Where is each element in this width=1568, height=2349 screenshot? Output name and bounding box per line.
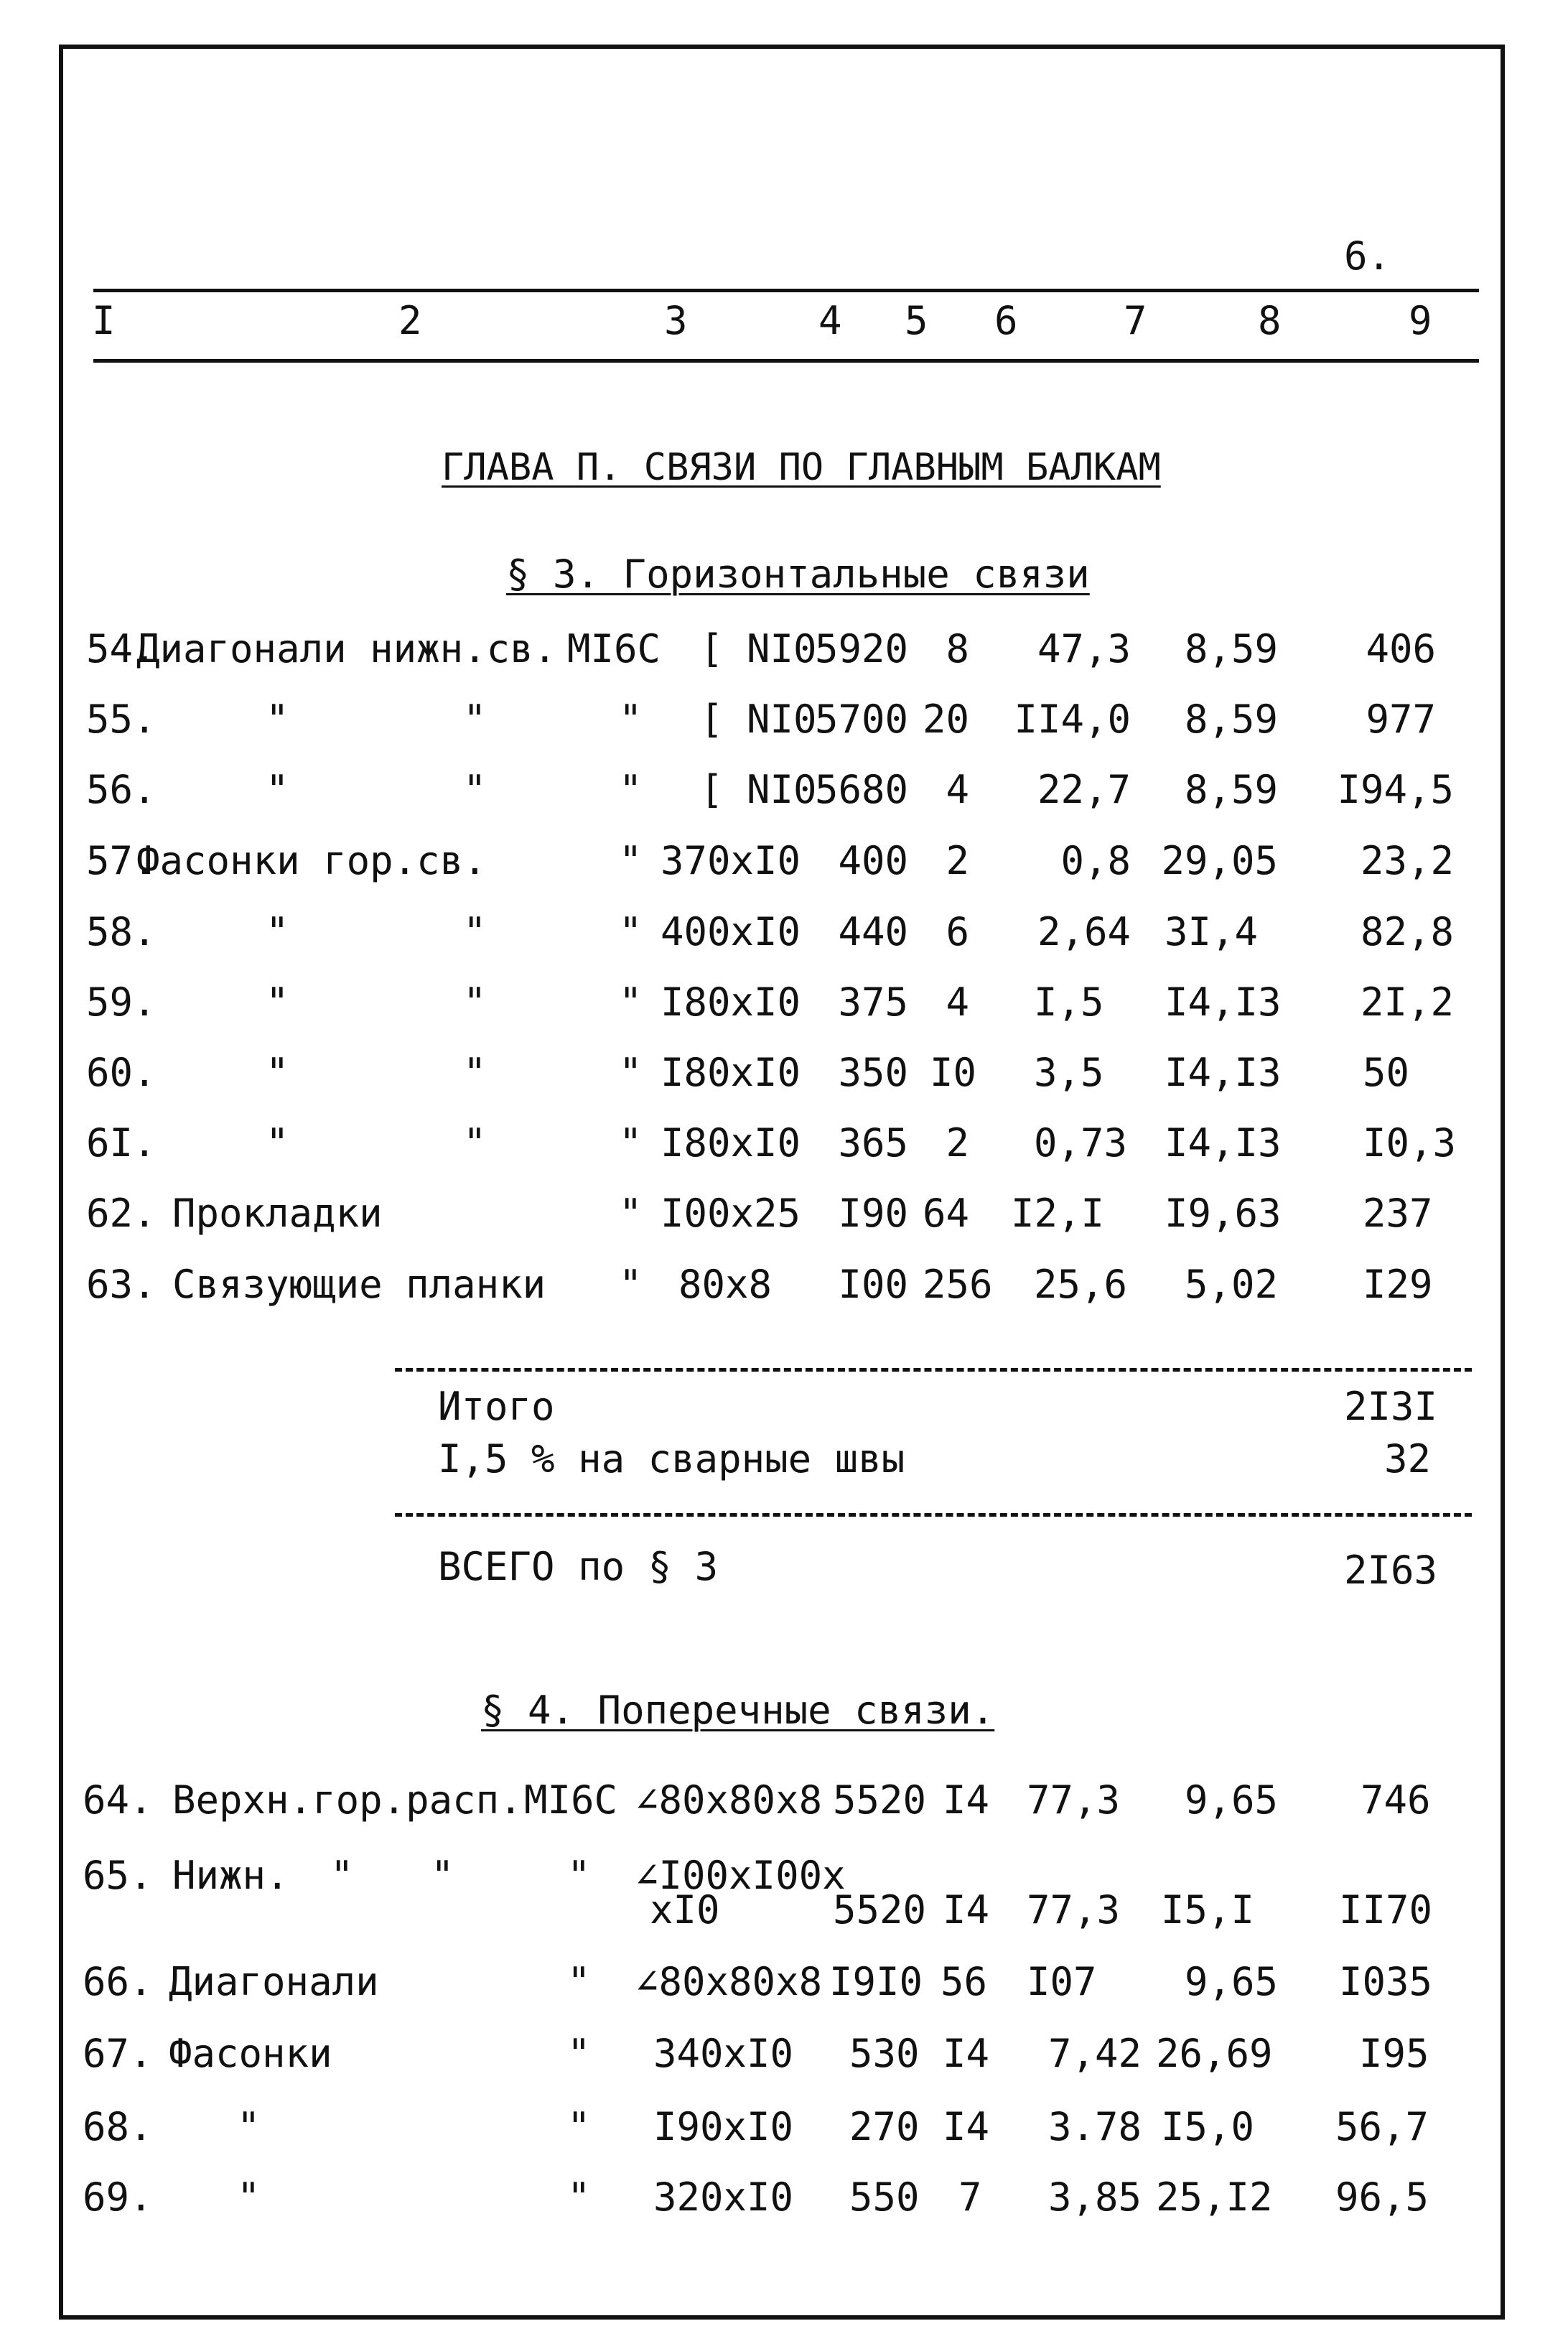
steel-mark: " (619, 1262, 643, 1307)
quantity-value: 4 (946, 767, 969, 812)
quantity-value: 256 (923, 1262, 993, 1307)
mass-value: 2,64 (1037, 909, 1131, 954)
total-mass-value: 56,7 (1335, 2104, 1429, 2149)
profile: 370xI0 (661, 838, 801, 883)
ditto-mark: " (266, 909, 289, 954)
row-number: 58. (86, 909, 157, 954)
profile: 340xI0 (653, 2031, 794, 2076)
unit-mass-value: 9,65 (1185, 1777, 1279, 1823)
mass-value: 7,42 (1048, 2031, 1142, 2076)
unit-mass-value: I4,I3 (1165, 1050, 1282, 1095)
mass-value: 22,7 (1037, 767, 1131, 812)
total-value: 2I3I (1344, 1384, 1438, 1429)
length-value: 5680 (814, 767, 908, 812)
length-value: 440 (838, 909, 908, 954)
profile: [ NI0 (700, 626, 817, 671)
length-value: 350 (838, 1050, 908, 1095)
quantity-value: I4 (943, 1777, 990, 1823)
length-value: 550 (849, 2174, 920, 2220)
weld-allowance-label: I,5 % на сварные швы (438, 1436, 905, 1482)
item-name: Диагонали (169, 1959, 379, 2004)
quantity-value: 6 (946, 909, 969, 954)
item-name: Фасонки (169, 2031, 332, 2076)
unit-mass-value: 9,65 (1185, 1959, 1279, 2004)
total-mass-value: 96,5 (1335, 2174, 1429, 2220)
weld-allowance-value: 32 (1384, 1436, 1432, 1482)
header-top-rule (93, 289, 1479, 292)
profile: I80xI0 (661, 980, 801, 1025)
row-number: 67. (83, 2031, 153, 2076)
profile: [ NI0 (700, 767, 817, 812)
chapter-title: ГЛАВА П. СВЯЗИ ПО ГЛАВНЫМ БАЛКАМ (442, 446, 1161, 489)
length-value: 270 (849, 2104, 920, 2149)
profile: [ NI0 (700, 697, 817, 742)
header-bottom-rule (93, 359, 1479, 363)
quantity-value: I4 (943, 1887, 990, 1932)
quantity-value: 7 (958, 2174, 982, 2220)
row-number: 6I. (86, 1120, 157, 1166)
item-name: Диагонали нижн.св. (136, 626, 557, 671)
length-value: 530 (849, 2031, 920, 2076)
row-number: 62. (86, 1191, 157, 1236)
ditto-mark: " (463, 1050, 487, 1095)
quantity-value: 8 (946, 626, 969, 671)
profile: I80xI0 (661, 1050, 801, 1095)
unit-mass-value: I5,0 (1161, 2104, 1255, 2149)
profile: ∠80x80x8 (635, 1959, 823, 2004)
column-number-4: 4 (818, 298, 842, 343)
total-mass-value: 82,8 (1360, 909, 1454, 954)
ditto-mark: " (463, 767, 487, 812)
section-3-title: § 3. Горизонтальные связи (506, 552, 1090, 597)
ditto-mark: " (237, 2104, 261, 2149)
total-mass-value: I29 (1363, 1262, 1433, 1307)
ditto-mark: " (463, 697, 487, 742)
quantity-value: 20 (922, 697, 969, 742)
steel-mark: " (619, 1050, 643, 1095)
total-mass-value: 977 (1366, 697, 1436, 742)
length-value: 5520 (833, 1887, 927, 1932)
grand-total-label: ВСЕГО по § 3 (438, 1544, 719, 1589)
steel-mark: МI6С (524, 1777, 618, 1823)
steel-mark: " (619, 697, 643, 742)
unit-mass-value: I5,I (1161, 1887, 1255, 1932)
unit-mass-value: 3I,4 (1165, 909, 1259, 954)
length-value: I90 (838, 1191, 908, 1236)
unit-mass-value: I4,I3 (1165, 980, 1282, 1025)
dashed-rule (395, 1513, 1472, 1517)
steel-mark: " (619, 1120, 643, 1166)
row-number: 56. (86, 767, 157, 812)
mass-value: 0,73 (1034, 1120, 1128, 1166)
row-number: 68. (83, 2104, 153, 2149)
item-name: Нижн. (172, 1853, 289, 1898)
ditto-mark: " (463, 1120, 487, 1166)
steel-mark: МI6С (567, 626, 661, 671)
quantity-value: I4 (943, 2031, 990, 2076)
steel-mark: " (567, 1853, 591, 1898)
unit-mass-value: 8,59 (1184, 626, 1278, 671)
steel-mark: " (619, 909, 643, 954)
ditto-mark: " (266, 767, 289, 812)
ditto-mark: " (463, 909, 487, 954)
steel-mark: " (567, 2174, 591, 2220)
column-number-8: 8 (1258, 298, 1282, 343)
mass-value: 47,3 (1037, 626, 1131, 671)
row-number: 59. (86, 980, 157, 1025)
row-number: 63. (86, 1262, 157, 1307)
length-value: 375 (838, 980, 908, 1025)
total-mass-value: 746 (1361, 1777, 1431, 1823)
total-mass-value: I94,5 (1337, 767, 1454, 812)
unit-mass-value: 26,69 (1156, 2031, 1273, 2076)
total-mass-value: I95 (1359, 2031, 1429, 2076)
row-number: 65. (83, 1853, 153, 1898)
item-name: Прокладки (172, 1191, 383, 1236)
profile: I90xI0 (653, 2104, 794, 2149)
steel-mark: " (567, 1959, 591, 2004)
column-number-2: 2 (398, 298, 422, 343)
quantity-value: 4 (946, 980, 969, 1025)
unit-mass-value: 29,05 (1161, 838, 1278, 883)
mass-value: I2,I (1011, 1191, 1105, 1236)
ditto-mark: " (266, 1120, 289, 1166)
steel-mark: " (619, 980, 643, 1025)
length-value: 400 (838, 838, 908, 883)
mass-value: 0,8 (1060, 838, 1131, 883)
profile-continuation: xI0 (650, 1887, 720, 1932)
grand-total-value: 2I63 (1344, 1548, 1438, 1593)
profile: I00x25 (661, 1191, 801, 1236)
quantity-value: I4 (943, 2104, 990, 2149)
column-number-9: 9 (1409, 298, 1432, 343)
ditto-mark: " (237, 2174, 261, 2220)
length-value: I9I0 (829, 1959, 923, 2004)
quantity-value: 2 (946, 838, 969, 883)
mass-value: 3.78 (1048, 2104, 1142, 2149)
row-number: 54. (86, 626, 157, 671)
column-number-7: 7 (1124, 298, 1147, 343)
steel-mark: " (567, 2104, 591, 2149)
unit-mass-value: 8,59 (1184, 697, 1278, 742)
profile: 320xI0 (653, 2174, 794, 2220)
column-number-3: 3 (664, 298, 688, 343)
steel-mark: " (619, 838, 643, 883)
quantity-value: 64 (922, 1191, 969, 1236)
length-value: I00 (838, 1262, 908, 1307)
unit-mass-value: 25,I2 (1156, 2174, 1273, 2220)
total-mass-value: 237 (1363, 1191, 1433, 1236)
total-mass-value: I035 (1339, 1959, 1433, 2004)
unit-mass-value: 5,02 (1185, 1262, 1279, 1307)
length-value: 5700 (814, 697, 908, 742)
mass-value: 3,85 (1048, 2174, 1142, 2220)
item-name: Связующие планки (172, 1262, 546, 1307)
unit-mass-value: 8,59 (1184, 767, 1278, 812)
steel-mark: " (567, 2031, 591, 2076)
dashed-rule (395, 1368, 1472, 1372)
unit-mass-value: I4,I3 (1165, 1120, 1282, 1166)
row-number: 64. (83, 1777, 153, 1823)
steel-mark: " (619, 767, 643, 812)
length-value: 5920 (814, 626, 908, 671)
column-number-1: I (92, 298, 116, 343)
length-value: 365 (838, 1120, 908, 1166)
ditto-mark: " (330, 1853, 354, 1898)
ditto-mark: " (463, 980, 487, 1025)
mass-value: I07 (1027, 1959, 1097, 2004)
total-label: Итого (438, 1384, 555, 1429)
row-number: 66. (83, 1959, 153, 2004)
mass-value: 77,3 (1027, 1887, 1121, 1932)
quantity-value: 56 (941, 1959, 988, 2004)
quantity-value: 2 (946, 1120, 969, 1166)
mass-value: 77,3 (1027, 1777, 1121, 1823)
profile: ∠I00xI00x (635, 1853, 846, 1898)
length-value: 5520 (833, 1777, 927, 1823)
column-number-6: 6 (994, 298, 1018, 343)
ditto-mark: " (431, 1853, 454, 1898)
mass-value: II4,0 (1014, 697, 1131, 742)
row-number: 69. (83, 2174, 153, 2220)
section-4-title: § 4. Поперечные связи. (481, 1688, 995, 1733)
profile: ∠80x80x8 (635, 1777, 823, 1823)
steel-mark: " (619, 1191, 643, 1236)
ditto-mark: " (266, 697, 289, 742)
profile: 80x8 (678, 1262, 773, 1307)
profile: 400xI0 (661, 909, 801, 954)
quantity-value: I0 (930, 1050, 977, 1095)
unit-mass-value: I9,63 (1165, 1191, 1282, 1236)
total-mass-value: 2I,2 (1360, 980, 1454, 1025)
row-number: 55. (86, 697, 157, 742)
profile: I80xI0 (661, 1120, 801, 1166)
total-mass-value: I0,3 (1363, 1120, 1457, 1166)
total-mass-value: 406 (1366, 626, 1436, 671)
mass-value: 25,6 (1034, 1262, 1128, 1307)
item-name: Фасонки гор.св. (136, 838, 487, 883)
item-name: Верхн.гор.расп. (172, 1777, 523, 1823)
mass-value: 3,5 (1034, 1050, 1104, 1095)
ditto-mark: " (266, 1050, 289, 1095)
total-mass-value: 23,2 (1360, 838, 1454, 883)
total-mass-value: 50 (1363, 1050, 1410, 1095)
mass-value: I,5 (1034, 980, 1104, 1025)
page-number: 6. (1344, 233, 1391, 279)
ditto-mark: " (266, 980, 289, 1025)
row-number: 60. (86, 1050, 157, 1095)
column-number-5: 5 (905, 298, 928, 343)
row-number: 57. (86, 838, 157, 883)
total-mass-value: II70 (1339, 1887, 1433, 1932)
